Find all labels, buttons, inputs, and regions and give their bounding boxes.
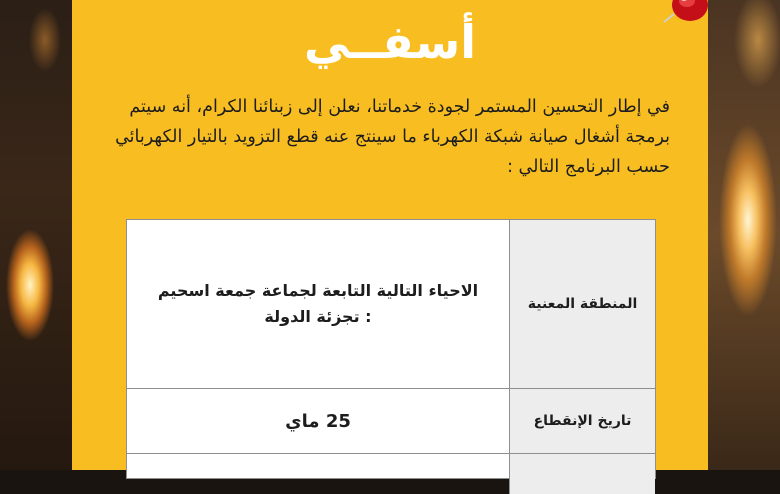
area-value: الاحياء التالية التابعة لجماعة جمعة اسحيم : تجزئة الدولة [157,281,479,326]
table-row [127,389,655,454]
table-row [127,220,655,389]
outage-schedule-table [126,219,656,479]
table-cell-empty [127,454,509,494]
outage-date-value: 25 ماي [285,410,351,432]
left-bulb-photo [0,0,72,470]
page-title: أسفــي [303,15,477,69]
intro-paragraph: في إطار التحسين المستمر لجودة خدماتنا، نعلن إلى زبنائنا الكرام، أنه سيتم برمجة أشغال صيانة شبكة الكهرباء ما سينتج عنه قطع التزويد بالتيار الكهربائي حسب البرنامج التالي : [115,97,670,177]
right-bulb-photo [708,0,780,470]
table-row [127,454,655,494]
announcement-card [72,0,708,470]
table-cell-empty [509,454,655,494]
area-label: المنطقة المعنية [509,220,655,388]
outage-date-label: تاريخ الإنقطاع [509,389,655,453]
